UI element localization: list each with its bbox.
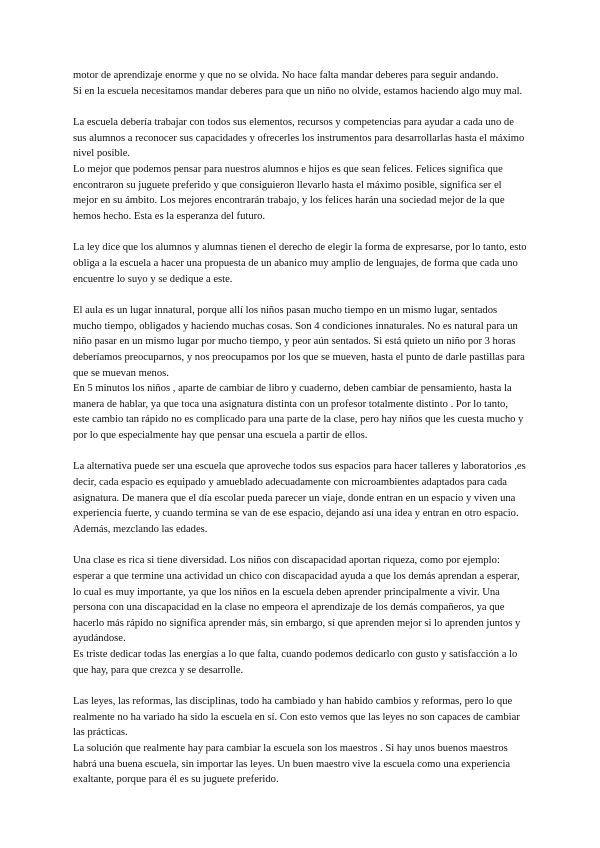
paragraph — [73, 459, 527, 537]
document-body — [73, 68, 527, 804]
paragraph — [73, 694, 527, 788]
text-line: Es triste dedicar todas las energías a lo que falta, cuando podemos dedicarlo con gusto y satisfacción a lo que hay, para que crezca y se desarrolle. — [73, 649, 518, 676]
text-line: La ley dice que los alumnos y alumnas tienen el derecho de elegir la forma de expresarse, por lo tanto, esto obliga a la escuela a hacer una propuesta de un abanico muy amplio de lenguajes, de forma que cada uno encuentre lo suyo y se dedique a este. — [73, 242, 527, 285]
paragraph — [73, 553, 527, 678]
paragraph — [73, 115, 527, 224]
text-line: Lo mejor que podemos pensar para nuestros alumnos e hijos es que sean felices. Felices significa que encontraron su juguete preferido y que consiguieron llevarlo hasta el máximo posible, significa ser el mejor en su ámbito. Los mejores encontrarán trabajo, y los felices harán una sociedad mejor de la que hemos hecho. Esta es la esperanza del futuro. — [73, 163, 505, 222]
text-line: Las leyes, las reformas, las disciplinas, todo ha cambiado y han habido cambios y reformas, pero lo que realmente no ha variado ha sido la escuela en sí. Con esto vemos que las leyes no son capaces de cambiar las prácticas. — [73, 696, 520, 739]
text-line: El aula es un lugar innatural, porque allí los niños pasan mucho tiempo en un mismo lugar, sentados mucho tiempo, obligados y haciendo muchas cosas. Son 4 condiciones innaturales. No es natural para un niño pasar en un mismo lugar por mucho tiempo, y peor aún sentados. Si está quieto un niño por 3 horas deberíamos preocuparnos, y nos preocupamos por los que se mueven, hasta el punto de darle pastillas para que se muevan menos. — [73, 305, 525, 379]
text-line: La alternativa puede ser una escuela que aproveche todos sus espacios para hacer talleres y laboratorios ,es decir, cada espacio es equipado y amueblado adecuadamente con microambientes adaptados para cada asignatura. De manera que el día escolar pueda parecer un viaje, donde entran en un espacio y viven una experiencia fuerte, y cuando termina se van de ese espacio, dejando así una idea y entran en otro espacio. Además, mezclando las edades. — [73, 461, 526, 535]
text-line: La solución que realmente hay para cambiar la escuela son los maestros . Si hay unos buenos maestros habrá una buena escuela, sin importar las leyes. Un buen maestro vive la escuela como una experiencia exaltante, porque para él es su juguete preferido. — [73, 742, 511, 786]
text-line: Si en la escuela necesitamos mandar deberes para que un niño no olvide, estamos haciendo algo muy mal. — [73, 85, 523, 97]
text-line: En 5 minutos los niños , aparte de cambiar de libro y cuaderno, deben cambiar de pensamiento, hasta la manera de hablar, ya que toca una asignatura distinta con un profesor totalmente distinto . Por lo tanto, este cambio tan rápido no es complicado para una parte de la clase, pero hay niños que les cuesta mucho y por lo que especialmente hay que pensar una escuela a partir de ellos. — [73, 383, 524, 441]
text-line: motor de aprendizaje enorme y que no se olvida. No hace falta mandar deberes para seguir andando. — [73, 70, 499, 81]
paragraph — [73, 303, 527, 443]
text-line: Una clase es rica si tiene diversidad. Los niños con discapacidad aportan riqueza, como por ejemplo: esperar a que termine una actividad un chico con discapacidad ayuda a que los demás aprendan a esperar, lo cual es muy importante, ya que los niños en la escuela deben aprender principalmente a vivir. Una persona con una discapacidad en la clase no empeora el aprendizaje de los demás compañeros, ya que hacerlo más rápido no significa aprender más, sin embargo, sí que aprenden mejor si lo aprenden juntos y ayudándose. — [73, 555, 521, 645]
paragraph — [73, 68, 527, 99]
paragraph — [73, 240, 527, 287]
text-line: La escuela debería trabajar con todos sus elementos, recursos y competencias para ayudar a cada uno de sus alumnos a reconocer sus capacidades y ofrecerles los instrumentos para desarrollarlas hasta el máximo nivel posible. — [73, 117, 525, 160]
